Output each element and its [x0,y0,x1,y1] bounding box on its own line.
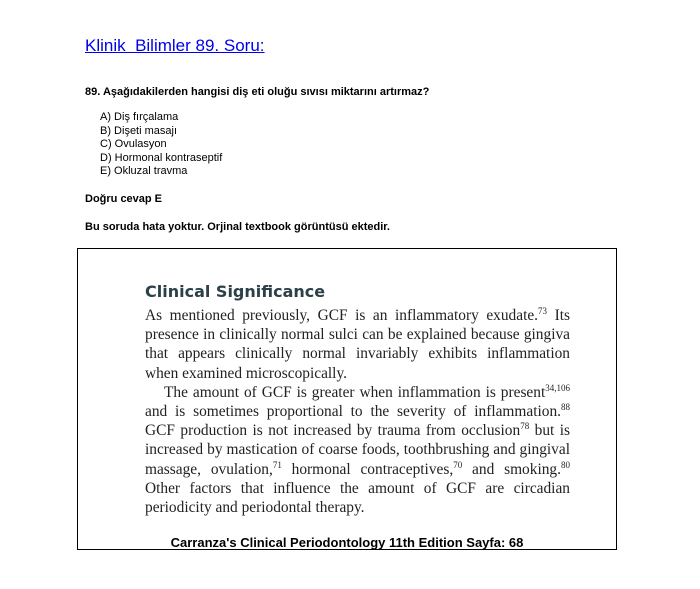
textbook-excerpt-text [145,282,570,517]
excerpt-p2-text-3: GCF production is not increased by trauma from occlusion [145,422,521,440]
excerpt-heading: Clinical Significance [145,282,326,301]
option-e: E) Okluzal travma [100,165,188,178]
excerpt-paragraph-1 [145,306,570,383]
excerpt-p2-text-4: but is increased by mastication of coarse foods, toothbrushing and gingival massage, ovulation, [145,422,570,478]
option-d: D) Hormonal kontraseptif [100,151,223,164]
reference-superscript: 34,106 [545,382,570,393]
excerpt-p2-text-5: hormonal contraceptives, [281,460,454,478]
correct-answer: Doğru cevap E [85,193,163,205]
option-c: C) Ovulasyon [100,138,167,151]
option-a: A) Diş fırçalama [100,111,179,123]
excerpt-paragraph-2 [145,383,570,517]
excerpt-p2-text-2: and is sometimes proportional to the severity of inflammation. [145,403,561,421]
answer-options-list [100,111,222,179]
source-caption: Carranza's Clinical Periodontology 11th Edition Sayfa: 68 [170,535,524,550]
reference-superscript: 78 [520,421,530,432]
question-text: 89. Aşağıdakilerden hangisi diş eti oluğu sıvısı miktarını artırmaz? [85,86,430,98]
question-title-link[interactable]: Klinik Bilimler 89. Soru: [85,36,265,55]
excerpt-p2-text-1: The amount of GCF is greater when inflammation is present [164,383,546,401]
excerpt-p2-text-7: Other factors that influence the amount of GCF are circadian periodicity and periodontal therapy. [145,479,570,517]
reference-superscript: 73 [538,306,548,316]
excerpt-p2-text-6: and smoking. [462,460,561,478]
textbook-excerpt-image [77,248,617,550]
reference-superscript: 88 [561,402,570,413]
reference-superscript: 80 [560,459,570,470]
reference-superscript: 71 [272,459,282,470]
excerpt-p1-text-2: Its presence in clinically normal sulci can be explained because gingiva that appears clinically normal invariably exhibits inflammation when examined microscopically. [145,307,571,382]
option-b: B) Dişeti masajı [100,124,178,137]
explanation-note: Bu soruda hata yoktur. Orjinal textbook görüntüsü ektedir. [85,221,390,233]
reference-superscript: 70 [453,459,463,470]
excerpt-p1-text-1: As mentioned previously, GCF is an inflammatory exudate. [145,307,539,324]
